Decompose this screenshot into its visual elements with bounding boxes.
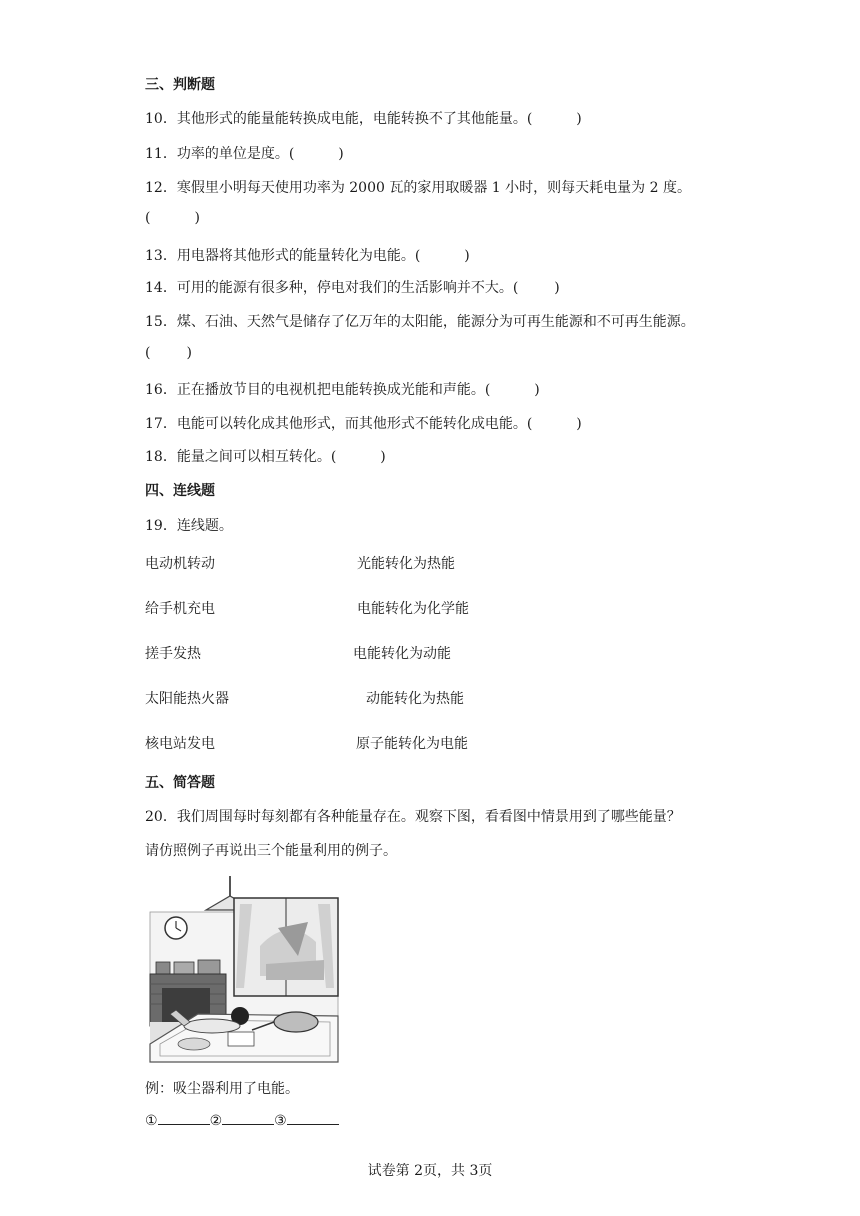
match-left-item: 给手机充电 bbox=[145, 601, 215, 617]
match-left-item: 电动机转动 bbox=[145, 556, 215, 572]
question-12: 12．寒假里小明每天使用功率为 2000 瓦的家用取暖器 1 小时，则每天耗电量为 2 度。 bbox=[145, 180, 691, 196]
question-10: 10．其他形式的能量能转换成电能，电能转换不了其他能量。( ) bbox=[145, 111, 582, 127]
question-15: 15．煤、石油、天然气是储存了亿万年的太阳能，能源分为可再生能源和不可再生能源。 bbox=[145, 314, 695, 330]
question-20-line-1: 20．我们周围每时每刻都有各种能量存在。观察下图，看看图中情景用到了哪些能量？ bbox=[145, 809, 681, 825]
answer-blank-1[interactable] bbox=[158, 1112, 210, 1125]
example-text: 例：吸尘器利用了电能。 bbox=[145, 1081, 299, 1097]
question-18: 18．能量之间可以相互转化。( ) bbox=[145, 449, 386, 465]
match-right-item: 光能转化为热能 bbox=[357, 556, 455, 572]
match-left-item: 搓手发热 bbox=[145, 646, 201, 662]
match-right-item: 动能转化为热能 bbox=[366, 691, 464, 707]
match-right-item: 原子能转化为电能 bbox=[356, 736, 468, 752]
question-17: 17．电能可以转化成其他形式，而其他形式不能转化成电能。( ) bbox=[145, 416, 582, 432]
question-11: 11．功率的单位是度。( ) bbox=[145, 146, 344, 162]
section-5-title: 五、简答题 bbox=[145, 775, 215, 791]
question-20-line-2: 请仿照例子再说出三个能量利用的例子。 bbox=[145, 843, 397, 859]
living-room-illustration bbox=[148, 876, 340, 1064]
answer-blank-2[interactable] bbox=[222, 1112, 274, 1125]
question-16: 16．正在播放节目的电视机把电能转换成光能和声能。( ) bbox=[145, 382, 540, 398]
match-right-item: 电能转化为动能 bbox=[353, 646, 451, 662]
question-19: 19．连线题。 bbox=[145, 518, 233, 534]
section-3-title: 三、判断题 bbox=[145, 77, 215, 93]
question-12-answer: ( ) bbox=[145, 210, 200, 226]
match-left-item: 太阳能热火器 bbox=[145, 691, 229, 707]
question-14: 14．可用的能源有很多种，停电对我们的生活影响并不大。( ) bbox=[145, 280, 560, 296]
page-footer: 试卷第 2页，共 3页 bbox=[367, 1163, 493, 1179]
answer-blanks: ① ② ③ bbox=[145, 1112, 339, 1129]
answer-blank-3[interactable] bbox=[287, 1112, 339, 1125]
match-left-item: 核电站发电 bbox=[145, 736, 215, 752]
question-15-answer: ( ) bbox=[145, 345, 192, 361]
section-4-title: 四、连线题 bbox=[145, 483, 215, 499]
match-right-item: 电能转化为化学能 bbox=[357, 601, 469, 617]
question-13: 13．用电器将其他形式的能量转化为电能。( ) bbox=[145, 248, 470, 264]
